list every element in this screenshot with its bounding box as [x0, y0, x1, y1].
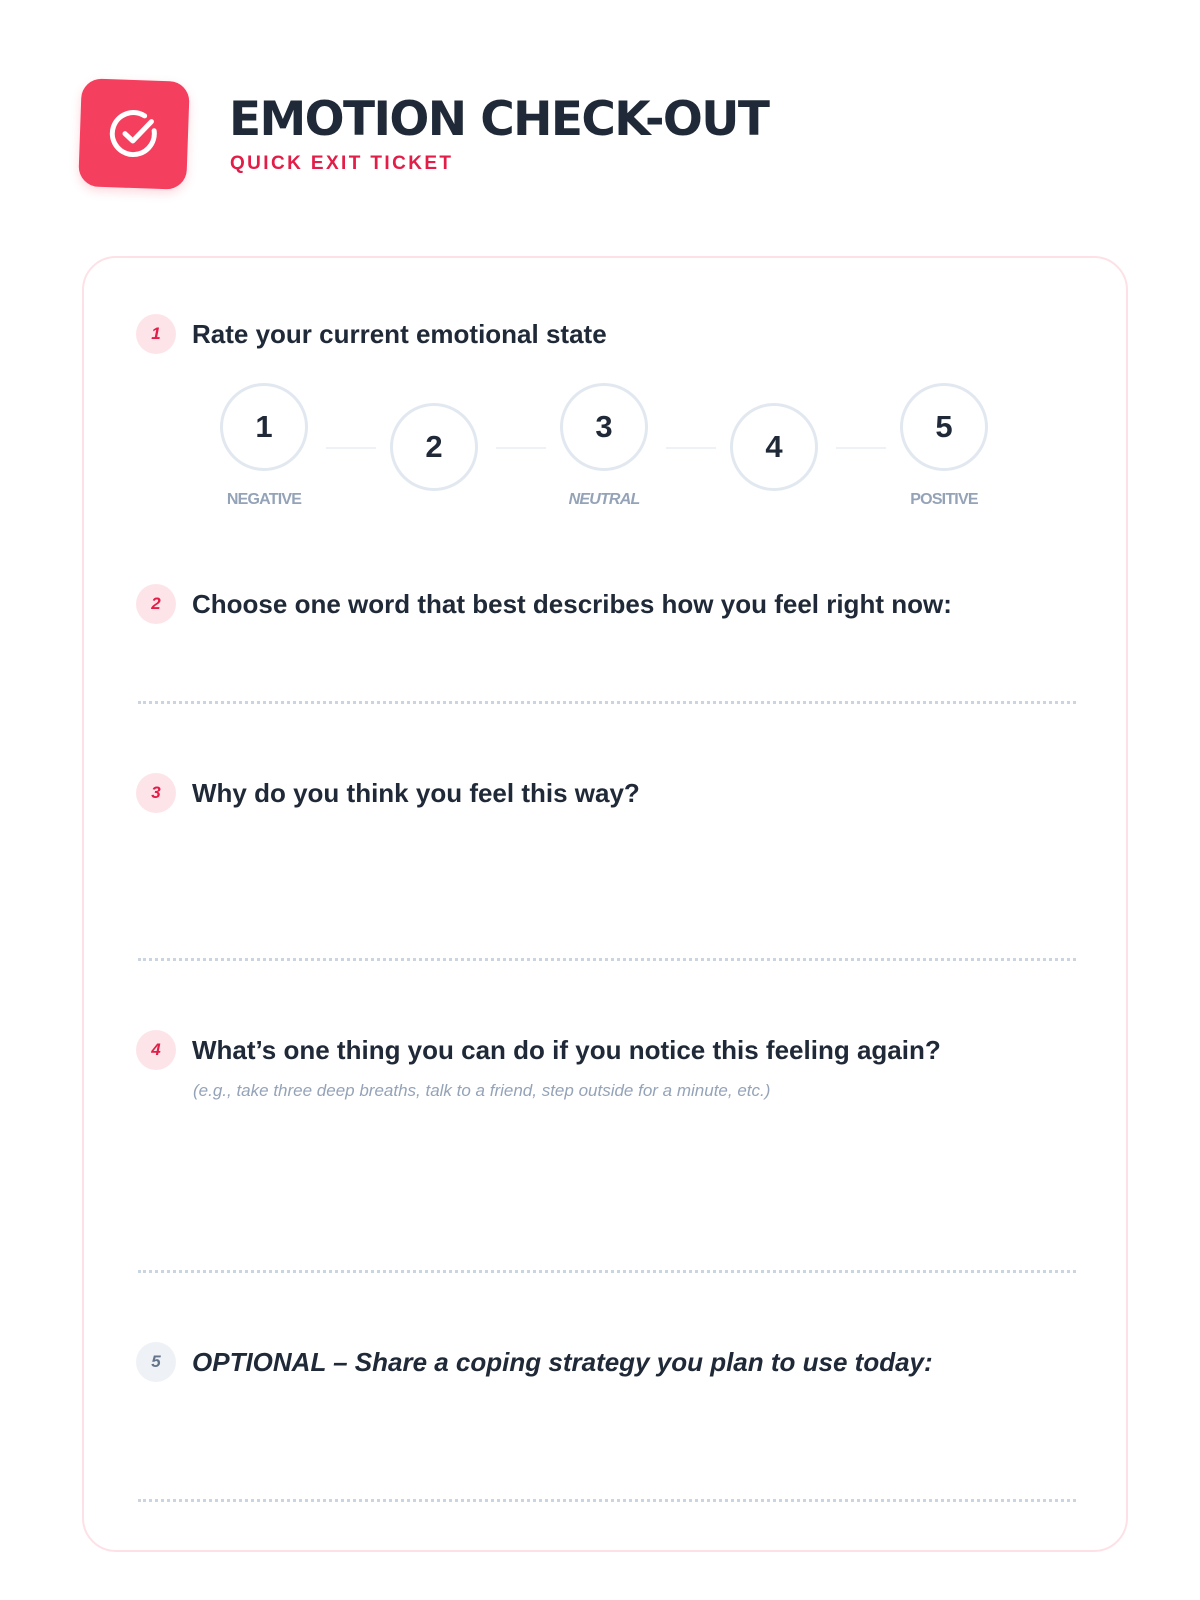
answer-line-2[interactable]: [138, 701, 1076, 704]
rating-option-2[interactable]: 2: [390, 403, 478, 491]
question-text: Rate your current emotional state: [192, 319, 607, 349]
scale-label-negative: NEGATIVE: [226, 491, 302, 508]
rating-option-1[interactable]: 1: [220, 383, 308, 471]
answer-line-5[interactable]: [138, 1499, 1076, 1502]
question-text: Why do you think you feel this way?: [192, 778, 640, 808]
scale-connector: [326, 447, 376, 449]
question-text: Choose one word that best describes how you feel right now:: [192, 589, 952, 619]
question-text: OPTIONAL – Share a coping strategy you plan to use today:: [192, 1347, 933, 1377]
page-title: EMOTION CHECK-OUT: [229, 92, 769, 147]
scale-connector: [496, 447, 546, 449]
logo-badge: [78, 78, 190, 190]
question-number-badge: 2: [136, 584, 176, 624]
question-hint: (e.g., take three deep breaths, talk to a friend, step outside for a minute, etc.): [193, 1081, 771, 1100]
answer-line-3[interactable]: [138, 958, 1076, 961]
rating-option-3[interactable]: 3: [560, 383, 648, 471]
rating-option-4[interactable]: 4: [730, 403, 818, 491]
scale-label-positive: POSITIVE: [910, 491, 978, 508]
answer-line-4[interactable]: [138, 1270, 1076, 1273]
page-subtitle: QUICK EXIT TICKET: [230, 153, 454, 174]
question-number-badge: 4: [136, 1030, 176, 1070]
question-number-badge: 3: [136, 773, 176, 813]
rating-option-5[interactable]: 5: [900, 383, 988, 471]
scale-connector: [836, 447, 886, 449]
scale-label-neutral: NEUTRAL: [568, 491, 640, 508]
scale-connector: [666, 447, 716, 449]
check-circle-icon: [105, 105, 163, 163]
question-text: What’s one thing you can do if you notice this feeling again?: [192, 1035, 941, 1065]
question-number-badge: 5: [136, 1342, 176, 1382]
question-number-badge: 1: [136, 314, 176, 354]
